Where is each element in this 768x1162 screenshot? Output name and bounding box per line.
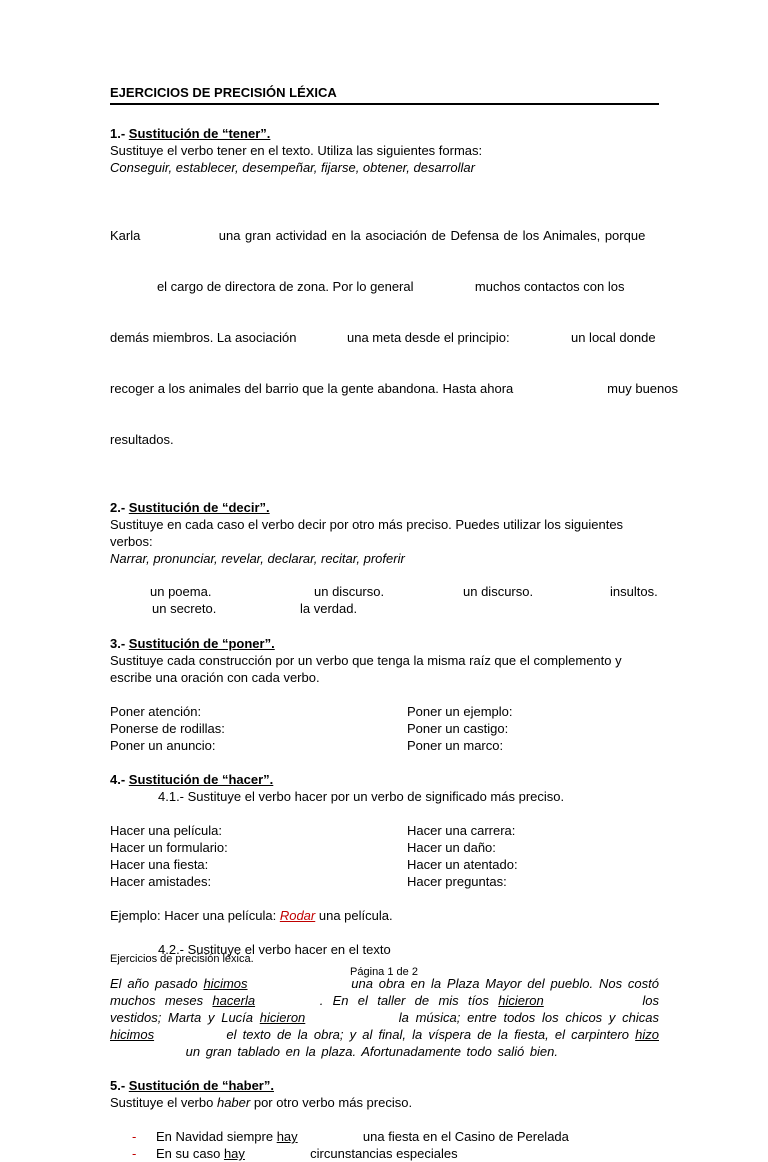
- item-pre: En su caso: [156, 1146, 221, 1161]
- section-2-title: Sustitución de “decir”.: [128, 500, 270, 515]
- list-item: [132, 1128, 659, 1145]
- item-post: circunstancias especiales: [310, 1146, 458, 1161]
- subsection-4-2: 4.2.- Sustituye el verbo hacer en el texto: [158, 942, 391, 957]
- paragraph-line: resultados.: [110, 432, 174, 447]
- paragraph-line: demás miembros. La asociación una meta desde el principio: un local donde: [110, 330, 656, 345]
- section-4-row: [110, 822, 659, 839]
- example-suffix: una película.: [318, 908, 393, 923]
- target-verb: hay: [223, 1146, 245, 1161]
- exercise-item: la verdad.: [300, 601, 358, 616]
- right-item: Hacer una carrera:: [407, 823, 516, 838]
- section-3-heading: [110, 635, 659, 652]
- section-4-number: 4.-: [110, 772, 126, 787]
- exercise-item: un discurso.: [314, 584, 385, 599]
- section-2-row-1: [110, 584, 659, 601]
- left-item: Poner un anuncio:: [110, 738, 216, 753]
- instr-word: haber: [216, 1095, 251, 1110]
- left-item: Hacer una película:: [110, 823, 223, 838]
- paragraph-line: el cargo de directora de zona. Por lo general muchos contactos con los: [110, 279, 625, 294]
- target-verb: hicieron: [259, 1010, 306, 1025]
- example-prefix: Ejemplo: Hacer una película:: [110, 908, 277, 923]
- section-2-instructions: Sustituye en cada caso el verbo decir por otro más preciso. Puedes utilizar los siguientes verbos:: [110, 517, 624, 549]
- section-1-paragraph: [110, 193, 678, 482]
- item-pre: En Navidad siempre: [156, 1129, 274, 1144]
- section-3-row: [110, 703, 659, 720]
- right-item: Poner un castigo:: [407, 721, 509, 736]
- section-1-number: 1.-: [110, 126, 126, 141]
- footer-text: Ejercicios de precisión léxica.: [110, 953, 254, 965]
- text-fragment: el texto de la obra; y al final, la víspera de la fiesta, el carpintero: [226, 1027, 629, 1042]
- target-verb: hicimos: [203, 976, 248, 991]
- section-5-heading: [110, 1077, 659, 1094]
- text-fragment: los vestidos; Marta y Lucía: [110, 993, 660, 1025]
- section-3-number: 3.-: [110, 636, 126, 651]
- section-1-forms: Conseguir, establecer, desempeñar, fijarse, obtener, desarrollar: [110, 160, 475, 175]
- target-verb: hicimos: [110, 1027, 155, 1042]
- section-4-row: [110, 873, 659, 890]
- left-item: Poner atención:: [110, 704, 202, 719]
- right-item: Hacer preguntas:: [407, 874, 507, 889]
- section-2-row-2: [110, 601, 659, 618]
- section-3-instructions: Sustituye cada construcción por un verbo que tenga la misma raíz que el complemento y escribe una oración con cada verbo.: [110, 653, 622, 685]
- section-5-instructions: [110, 1094, 659, 1111]
- section-1-instructions: Sustituye el verbo tener en el texto. Utiliza las siguientes formas:: [110, 143, 483, 158]
- section-2-verbs: Narrar, pronunciar, revelar, declarar, recitar, proferir: [110, 551, 405, 566]
- text-fragment: una obra en la Plaza Mayor del pueblo. Nos costó muchos meses: [110, 976, 659, 1008]
- exercise-item: un secreto.: [152, 601, 217, 616]
- example-word: Rodar: [279, 908, 316, 923]
- exercise-item: un poema.: [150, 584, 212, 599]
- exercise-item: un discurso.: [463, 584, 534, 599]
- section-5-number: 5.-: [110, 1078, 126, 1093]
- section-5-title: Sustitución de “haber”.: [128, 1078, 274, 1093]
- item-post: una fiesta en el Casino de Perelada: [362, 1129, 569, 1144]
- left-item: Hacer amistades:: [110, 874, 212, 889]
- text-fragment: . En el taller de mis tíos: [319, 993, 489, 1008]
- target-verb: hacerla: [212, 993, 256, 1008]
- text-fragment: El año pasado: [110, 976, 198, 991]
- left-item: Hacer un formulario:: [110, 840, 228, 855]
- section-4-text: [110, 975, 659, 1060]
- document-page: [110, 84, 678, 1162]
- section-3-title: Sustitución de “poner”.: [128, 636, 275, 651]
- list-item: [132, 1145, 659, 1162]
- example-line: [110, 907, 659, 924]
- dash-bullet: -: [132, 1129, 137, 1144]
- section-3-row: [110, 720, 659, 737]
- section-4-title: Sustitución de “hacer”.: [128, 772, 274, 787]
- target-verb: hay: [276, 1129, 298, 1144]
- section-1-heading: [110, 125, 659, 142]
- section-2-heading: [110, 499, 659, 516]
- section-4-row: [110, 839, 659, 856]
- section-2-number: 2.-: [110, 500, 126, 515]
- right-item: Hacer un daño:: [407, 840, 496, 855]
- section-4-row: [110, 856, 659, 873]
- text-fragment: un gran tablado en la plaza. Afortunadamente todo salió bien.: [185, 1044, 559, 1059]
- dash-bullet: -: [132, 1146, 137, 1161]
- left-item: Ponerse de rodillas:: [110, 721, 225, 736]
- right-item: Poner un ejemplo:: [407, 704, 513, 719]
- instr-fragment: Sustituye el verbo: [110, 1095, 214, 1110]
- exercise-item: insultos.: [610, 584, 658, 599]
- section-1-title: Sustitución de “tener”.: [128, 126, 271, 141]
- text-fragment: la música; entre todos los chicos y chicas: [398, 1010, 659, 1025]
- section-3-row: [110, 737, 659, 754]
- right-item: Hacer un atentado:: [407, 857, 518, 872]
- page-number: Página 1 de 2: [350, 966, 418, 978]
- instr-fragment: por otro verbo más preciso.: [253, 1095, 413, 1110]
- target-verb: hizo: [635, 1027, 659, 1042]
- subsection-4-1: 4.1.- Sustituye el verbo hacer por un verbo de significado más preciso.: [158, 789, 565, 804]
- paragraph-line: Karla una gran actividad en la asociación de Defensa de los Animales, porque: [110, 228, 646, 243]
- target-verb: hicieron: [498, 993, 544, 1008]
- right-item: Poner un marco:: [407, 738, 504, 753]
- section-4-heading: [110, 771, 659, 788]
- left-item: Hacer una fiesta:: [110, 857, 209, 872]
- document-title: EJERCICIOS DE PRECISIÓN LÉXICA: [110, 84, 659, 105]
- section-5-list: [110, 1128, 659, 1162]
- paragraph-line: recoger a los animales del barrio que la gente abandona. Hasta ahora muy buenos: [110, 381, 678, 396]
